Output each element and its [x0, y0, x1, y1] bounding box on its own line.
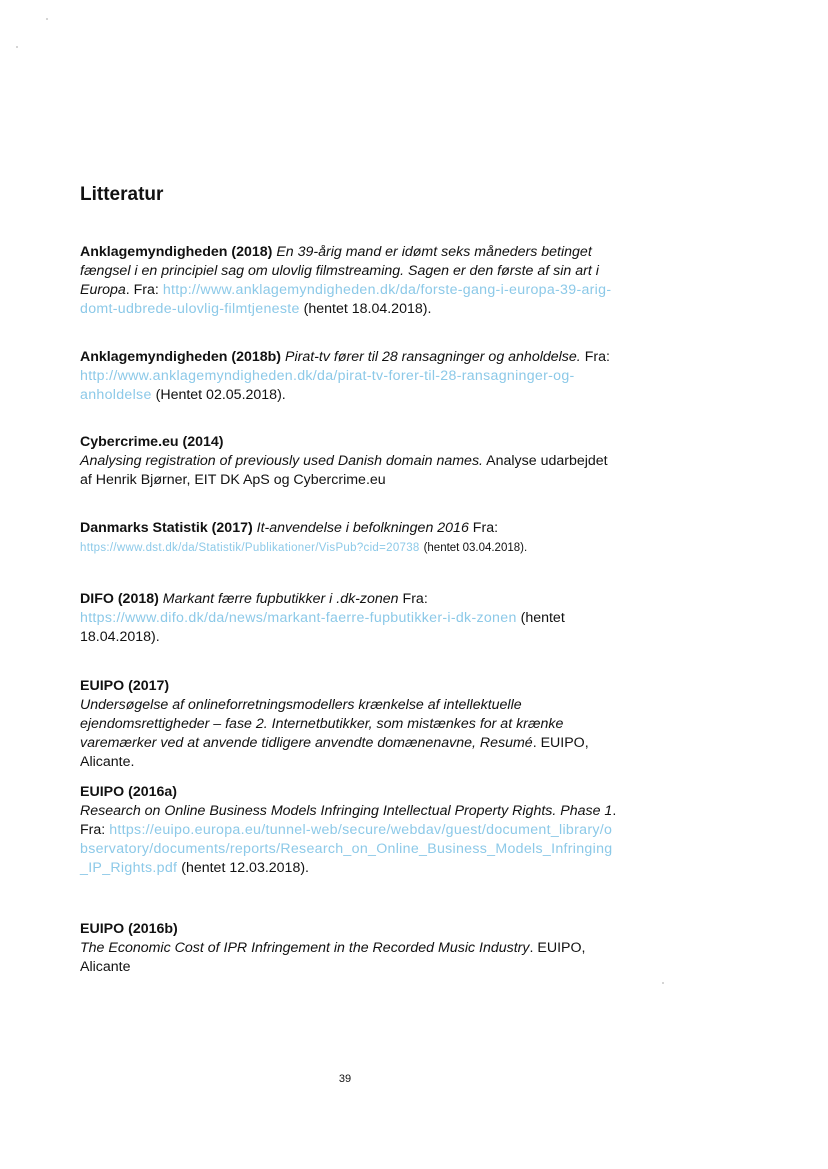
from-label: Fra:	[80, 822, 106, 838]
retrieved-date: (hentet 12.03.2018).	[181, 860, 310, 876]
reference-link[interactable]: https://euipo.europa.eu/tunnel-web/secure/webdav/guest/document_library/observatory/documents/reports/Research_on_Online_Business_Models_Infringing_IP_Rights.pdf	[80, 822, 613, 876]
reference-separator: .	[612, 803, 617, 819]
reference-title: Undersøgelse af onlineforretningsmodellers krænkelse af intellektuelle ejendomsrettigheder – fase 2. Internetbutikker, som mistænkes for at krænke varemærker ved at anvende tidligere anvendte domænenavne, Resumé	[80, 697, 564, 751]
reference-author: EUIPO (2016a)	[80, 784, 177, 800]
reference-entry	[80, 243, 620, 319]
reference-details: Analyse udarbejdet af Henrik Bjørner, EIT DK ApS og Cybercrime.eu	[80, 453, 608, 488]
retrieved-date: (hentet 03.04.2018).	[423, 542, 528, 554]
reference-entry	[80, 783, 620, 878]
reference-entry	[80, 519, 620, 558]
reference-link[interactable]: https://www.difo.dk/da/news/markant-faerre-fupbutikker-i-dk-zonen	[80, 610, 517, 626]
retrieved-date: (Hentet 02.05.2018).	[155, 387, 286, 403]
from-label: Fra:	[402, 591, 428, 607]
reference-author: Anklagemyndigheden (2018)	[80, 244, 273, 260]
reference-title: Markant færre fupbutikker i .dk-zonen	[162, 591, 399, 607]
scan-speck	[662, 982, 664, 984]
reference-author: DIFO (2018)	[80, 591, 159, 607]
reference-title: Pirat-tv fører til 28 ransagninger og anholdelse.	[285, 349, 581, 365]
reference-entry	[80, 677, 620, 772]
reference-entry	[80, 433, 620, 490]
reference-entry	[80, 590, 620, 647]
reference-title: It-anvendelse i befolkningen 2016	[256, 520, 469, 536]
reference-title: En 39-årig mand er idømt seks måneders betinget fængsel i en principiel sag om ulovlig filmstreaming. Sagen er den første af sin art i Europa	[80, 244, 599, 298]
scan-speck	[16, 46, 18, 48]
from-label: Fra:	[584, 349, 610, 365]
reference-title: Analysing registration of previously used Danish domain names.	[80, 453, 483, 469]
retrieved-date: (hentet 18.04.2018).	[80, 610, 565, 645]
reference-title: Research on Online Business Models Infringing Intellectual Property Rights. Phase 1	[80, 803, 613, 819]
from-label: Fra:	[472, 520, 499, 536]
reference-title: The Economic Cost of IPR Infringement in the Recorded Music Industry	[80, 940, 530, 956]
retrieved-date: (hentet 18.04.2018).	[303, 301, 432, 317]
reference-link[interactable]: http://www.anklagemyndigheden.dk/da/pirat-tv-forer-til-28-ransagninger-og-anholdelse	[80, 368, 575, 403]
reference-entry	[80, 348, 620, 405]
scan-speck	[46, 18, 48, 20]
reference-author: EUIPO (2017)	[80, 678, 170, 694]
reference-link[interactable]: http://www.anklagemyndigheden.dk/da/forste-gang-i-europa-39-arig-domt-udbrede-ulovlig-filmtjeneste	[80, 282, 612, 317]
reference-author: Danmarks Statistik (2017)	[80, 520, 253, 536]
reference-entry	[80, 920, 620, 977]
from-label: Fra:	[133, 282, 159, 298]
reference-link[interactable]: https://www.dst.dk/da/Statistik/Publikationer/VisPub?cid=20738	[80, 542, 420, 554]
page-number: 39	[338, 1073, 352, 1085]
reference-details: . EUIPO, Alicante.	[80, 735, 589, 770]
page-title: Litteratur	[80, 184, 164, 205]
reference-author: Cybercrime.eu (2014)	[80, 434, 224, 450]
reference-separator: .	[125, 282, 134, 298]
reference-details: . EUIPO, Alicante	[80, 940, 586, 975]
reference-author: EUIPO (2016b)	[80, 921, 178, 937]
reference-author: Anklagemyndigheden (2018b)	[80, 349, 282, 365]
